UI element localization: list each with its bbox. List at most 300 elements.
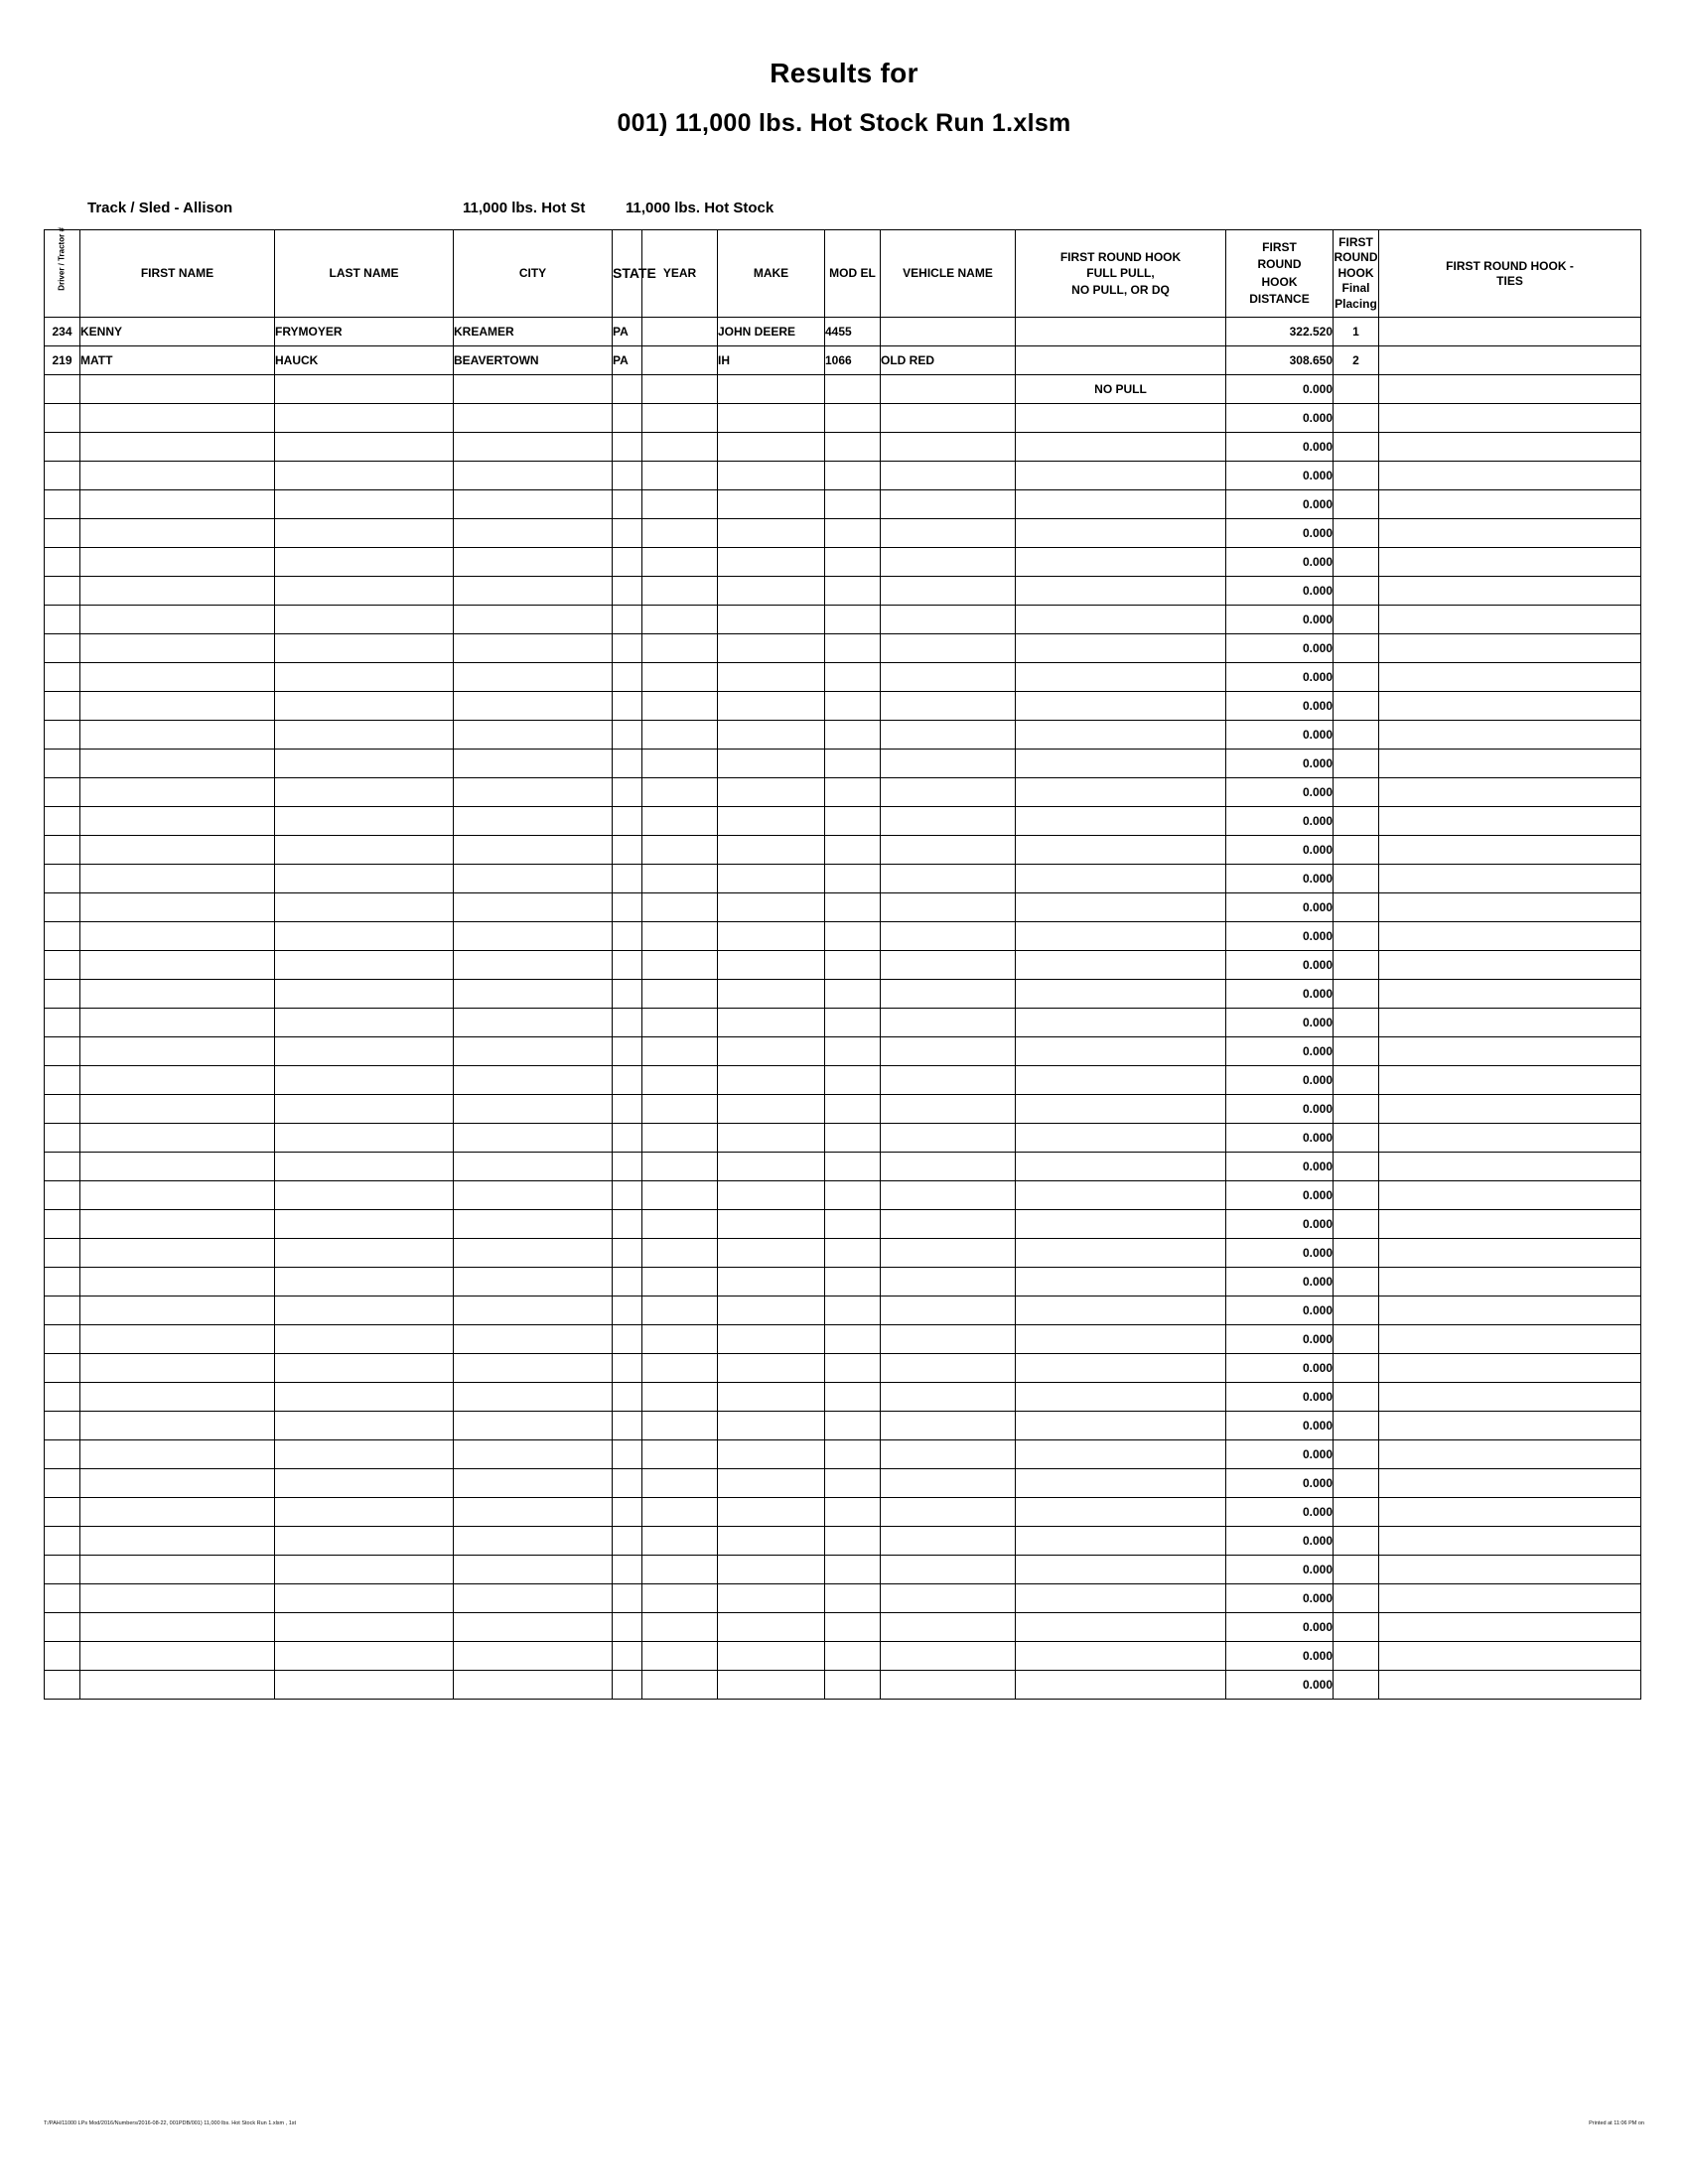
cell-last-name: [275, 721, 454, 750]
cell-year: [642, 1498, 718, 1527]
cell-driver-number: [45, 1440, 80, 1469]
cell-model: [825, 404, 881, 433]
cell-first-name: [80, 1325, 275, 1354]
cell-first-name: [80, 865, 275, 893]
cell-distance: 0.000: [1226, 1556, 1334, 1584]
cell-distance: 0.000: [1226, 980, 1334, 1009]
cell-placing: [1334, 1095, 1379, 1124]
cell-driver-number: [45, 1268, 80, 1297]
cell-city: [454, 519, 613, 548]
table-body: [45, 318, 1641, 1700]
cell-last-name: [275, 1584, 454, 1613]
cell-last-name: [275, 1153, 454, 1181]
cell-ties: [1379, 836, 1641, 865]
cell-first-name: [80, 1498, 275, 1527]
cell-hook-status: [1016, 462, 1226, 490]
cell-vehicle-name: [881, 1268, 1016, 1297]
cell-distance: 0.000: [1226, 692, 1334, 721]
cell-driver-number: [45, 836, 80, 865]
cell-hook-status: [1016, 490, 1226, 519]
cell-ties: [1379, 606, 1641, 634]
cell-hook-status: [1016, 1469, 1226, 1498]
cell-year: [642, 1066, 718, 1095]
cell-model: [825, 951, 881, 980]
cell-state: [613, 1037, 642, 1066]
cell-first-name: [80, 922, 275, 951]
cell-ties: [1379, 1066, 1641, 1095]
cell-vehicle-name: [881, 1009, 1016, 1037]
cell-model: [825, 1210, 881, 1239]
cell-state: [613, 1297, 642, 1325]
cell-make: [718, 1181, 825, 1210]
header-last-name: LAST NAME: [275, 230, 454, 318]
cell-make: [718, 1009, 825, 1037]
cell-driver-number: [45, 1469, 80, 1498]
cell-hook-status: [1016, 1440, 1226, 1469]
table-row: [45, 1527, 1641, 1556]
cell-make: [718, 865, 825, 893]
table-row: [45, 865, 1641, 893]
cell-state: [613, 721, 642, 750]
cell-first-name: [80, 721, 275, 750]
cell-model: [825, 1095, 881, 1124]
cell-last-name: [275, 692, 454, 721]
cell-last-name: [275, 375, 454, 404]
cell-last-name: [275, 1440, 454, 1469]
cell-vehicle-name: [881, 1642, 1016, 1671]
cell-distance: 0.000: [1226, 462, 1334, 490]
cell-state: [613, 692, 642, 721]
cell-hook-status: [1016, 1613, 1226, 1642]
cell-distance: 0.000: [1226, 721, 1334, 750]
cell-driver-number: [45, 750, 80, 778]
cell-driver-number: [45, 1412, 80, 1440]
cell-hook-status: [1016, 893, 1226, 922]
cell-ties: [1379, 318, 1641, 346]
table-row: [45, 375, 1641, 404]
cell-year: [642, 346, 718, 375]
cell-make: [718, 692, 825, 721]
cell-city: [454, 1440, 613, 1469]
cell-first-name: [80, 1066, 275, 1095]
cell-driver-number: [45, 634, 80, 663]
cell-city: [454, 951, 613, 980]
table-row: [45, 606, 1641, 634]
cell-hook-status: [1016, 634, 1226, 663]
header-placing-line5: Placing: [1335, 296, 1377, 311]
cell-state: PA: [613, 318, 642, 346]
cell-placing: [1334, 1268, 1379, 1297]
cell-first-name: [80, 1009, 275, 1037]
cell-last-name: [275, 1412, 454, 1440]
cell-first-name: [80, 462, 275, 490]
cell-last-name: [275, 404, 454, 433]
cell-year: [642, 1153, 718, 1181]
table-row: [45, 1297, 1641, 1325]
cell-placing: [1334, 577, 1379, 606]
cell-placing: [1334, 404, 1379, 433]
cell-distance: 0.000: [1226, 1383, 1334, 1412]
cell-model: [825, 1354, 881, 1383]
cell-make: [718, 836, 825, 865]
cell-year: [642, 1613, 718, 1642]
table-row: [45, 1181, 1641, 1210]
cell-year: [642, 1037, 718, 1066]
cell-first-name: [80, 980, 275, 1009]
header-distance-line3: HOOK: [1261, 274, 1298, 289]
cell-model: 1066: [825, 346, 881, 375]
cell-year: [642, 1527, 718, 1556]
cell-state: [613, 663, 642, 692]
cell-year: [642, 893, 718, 922]
cell-placing: [1334, 519, 1379, 548]
cell-ties: [1379, 750, 1641, 778]
cell-vehicle-name: [881, 865, 1016, 893]
cell-model: [825, 1498, 881, 1527]
cell-make: [718, 1498, 825, 1527]
cell-city: [454, 577, 613, 606]
page-footer: [44, 2120, 1644, 2132]
cell-make: [718, 1383, 825, 1412]
cell-year: [642, 1412, 718, 1440]
cell-year: [642, 1210, 718, 1239]
cell-city: [454, 1412, 613, 1440]
table-row: [45, 1498, 1641, 1527]
cell-state: [613, 1440, 642, 1469]
header-driver-number: [45, 227, 80, 318]
cell-vehicle-name: [881, 1527, 1016, 1556]
cell-year: [642, 1383, 718, 1412]
cell-year: [642, 663, 718, 692]
cell-city: [454, 548, 613, 577]
cell-vehicle-name: [881, 606, 1016, 634]
cell-first-name: [80, 404, 275, 433]
cell-first-name: [80, 1095, 275, 1124]
cell-driver-number: 234: [45, 318, 80, 346]
table-row: [45, 1556, 1641, 1584]
header-hook-status-line2: FULL PULL,: [1086, 266, 1155, 281]
cell-city: [454, 490, 613, 519]
cell-state: [613, 1181, 642, 1210]
cell-city: [454, 721, 613, 750]
cell-distance: 0.000: [1226, 1009, 1334, 1037]
cell-city: [454, 1009, 613, 1037]
table-row: [45, 548, 1641, 577]
cell-placing: [1334, 1498, 1379, 1527]
header-distance: [1226, 230, 1334, 318]
cell-state: [613, 1239, 642, 1268]
cell-distance: 0.000: [1226, 606, 1334, 634]
cell-last-name: [275, 462, 454, 490]
cell-model: [825, 634, 881, 663]
cell-last-name: [275, 922, 454, 951]
cell-vehicle-name: [881, 951, 1016, 980]
cell-make: [718, 778, 825, 807]
cell-make: [718, 1354, 825, 1383]
cell-year: [642, 1095, 718, 1124]
cell-city: [454, 1239, 613, 1268]
cell-last-name: [275, 577, 454, 606]
cell-last-name: [275, 663, 454, 692]
cell-vehicle-name: [881, 634, 1016, 663]
cell-hook-status: [1016, 1066, 1226, 1095]
cell-ties: [1379, 548, 1641, 577]
header-placing-line1: FIRST: [1338, 234, 1373, 249]
cell-driver-number: [45, 980, 80, 1009]
cell-distance: 0.000: [1226, 1527, 1334, 1556]
cell-ties: [1379, 865, 1641, 893]
cell-hook-status: [1016, 404, 1226, 433]
cell-last-name: [275, 1239, 454, 1268]
cell-vehicle-name: [881, 922, 1016, 951]
cell-first-name: [80, 1210, 275, 1239]
cell-distance: 0.000: [1226, 1124, 1334, 1153]
cell-make: [718, 433, 825, 462]
cell-first-name: [80, 1671, 275, 1700]
cell-driver-number: [45, 807, 80, 836]
cell-first-name: [80, 1383, 275, 1412]
table-row: [45, 1009, 1641, 1037]
table-row: [45, 1124, 1641, 1153]
cell-last-name: [275, 433, 454, 462]
cell-last-name: [275, 519, 454, 548]
cell-city: [454, 1671, 613, 1700]
cell-distance: 0.000: [1226, 1297, 1334, 1325]
cell-vehicle-name: [881, 692, 1016, 721]
cell-last-name: HAUCK: [275, 346, 454, 375]
cell-last-name: FRYMOYER: [275, 318, 454, 346]
cell-vehicle-name: [881, 980, 1016, 1009]
cell-placing: 2: [1334, 346, 1379, 375]
cell-hook-status: [1016, 980, 1226, 1009]
cell-first-name: [80, 577, 275, 606]
cell-hook-status: [1016, 951, 1226, 980]
cell-state: [613, 375, 642, 404]
table-row: [45, 1642, 1641, 1671]
cell-last-name: [275, 1527, 454, 1556]
cell-hook-status: [1016, 346, 1226, 375]
cell-city: BEAVERTOWN: [454, 346, 613, 375]
cell-hook-status: [1016, 1297, 1226, 1325]
cell-model: [825, 1009, 881, 1037]
cell-hook-status: [1016, 1412, 1226, 1440]
cell-make: [718, 1556, 825, 1584]
cell-year: [642, 1124, 718, 1153]
cell-city: [454, 922, 613, 951]
cell-placing: [1334, 1325, 1379, 1354]
table-row: [45, 1210, 1641, 1239]
cell-model: [825, 663, 881, 692]
table-row: [45, 1469, 1641, 1498]
cell-ties: [1379, 1297, 1641, 1325]
cell-driver-number: [45, 1671, 80, 1700]
cell-city: [454, 807, 613, 836]
table-row: [45, 980, 1641, 1009]
cell-hook-status: [1016, 663, 1226, 692]
cell-driver-number: [45, 1037, 80, 1066]
cell-ties: [1379, 490, 1641, 519]
cell-ties: [1379, 1527, 1641, 1556]
cell-first-name: [80, 1412, 275, 1440]
cell-distance: 0.000: [1226, 865, 1334, 893]
table-row: [45, 1440, 1641, 1469]
cell-make: [718, 1297, 825, 1325]
cell-placing: [1334, 1210, 1379, 1239]
cell-year: [642, 865, 718, 893]
cell-placing: [1334, 1066, 1379, 1095]
cell-hook-status: [1016, 1124, 1226, 1153]
cell-year: [642, 1584, 718, 1613]
cell-ties: [1379, 1037, 1641, 1066]
cell-vehicle-name: [881, 404, 1016, 433]
cell-model: [825, 1584, 881, 1613]
cell-ties: [1379, 1412, 1641, 1440]
cell-city: [454, 404, 613, 433]
cell-state: [613, 922, 642, 951]
cell-distance: 0.000: [1226, 1642, 1334, 1671]
cell-make: [718, 951, 825, 980]
cell-last-name: [275, 1037, 454, 1066]
cell-state: [613, 1412, 642, 1440]
cell-vehicle-name: [881, 1440, 1016, 1469]
cell-ties: [1379, 1440, 1641, 1469]
cell-model: [825, 750, 881, 778]
cell-city: [454, 1095, 613, 1124]
title-line-1: Results for: [770, 58, 918, 88]
cell-state: [613, 1354, 642, 1383]
cell-model: [825, 433, 881, 462]
cell-make: [718, 1440, 825, 1469]
cell-model: 4455: [825, 318, 881, 346]
header-ties-line1: FIRST ROUND HOOK -: [1446, 259, 1574, 274]
cell-city: [454, 1124, 613, 1153]
cell-ties: [1379, 807, 1641, 836]
cell-hook-status: [1016, 433, 1226, 462]
cell-model: [825, 893, 881, 922]
cell-driver-number: [45, 692, 80, 721]
cell-vehicle-name: [881, 836, 1016, 865]
cell-driver-number: [45, 1009, 80, 1037]
cell-year: [642, 951, 718, 980]
cell-first-name: [80, 490, 275, 519]
cell-model: [825, 1527, 881, 1556]
cell-state: [613, 778, 642, 807]
cell-make: [718, 490, 825, 519]
cell-state: [613, 1498, 642, 1527]
cell-ties: [1379, 1469, 1641, 1498]
cell-placing: [1334, 462, 1379, 490]
cell-driver-number: [45, 1239, 80, 1268]
header-driver-number-label: Driver / Tractor #: [57, 227, 67, 291]
cell-hook-status: [1016, 1095, 1226, 1124]
header-placing-line3: HOOK: [1337, 265, 1374, 280]
cell-model: [825, 692, 881, 721]
cell-vehicle-name: [881, 1181, 1016, 1210]
cell-last-name: [275, 1642, 454, 1671]
cell-placing: [1334, 1239, 1379, 1268]
header-distance-line1: FIRST: [1262, 239, 1297, 254]
table-row: [45, 1153, 1641, 1181]
cell-driver-number: [45, 1354, 80, 1383]
cell-placing: [1334, 375, 1379, 404]
cell-vehicle-name: [881, 519, 1016, 548]
cell-hook-status: [1016, 1642, 1226, 1671]
cell-city: [454, 1556, 613, 1584]
cell-placing: [1334, 1009, 1379, 1037]
cell-vehicle-name: [881, 1556, 1016, 1584]
cell-last-name: [275, 1469, 454, 1498]
table-row: [45, 778, 1641, 807]
header-ties: [1379, 230, 1641, 318]
cell-placing: [1334, 951, 1379, 980]
cell-hook-status: [1016, 577, 1226, 606]
cell-vehicle-name: [881, 1239, 1016, 1268]
cell-first-name: [80, 1527, 275, 1556]
cell-driver-number: [45, 1297, 80, 1325]
cell-placing: [1334, 1671, 1379, 1700]
cell-model: [825, 1297, 881, 1325]
results-table: [44, 229, 1641, 1700]
cell-state: [613, 750, 642, 778]
cell-placing: [1334, 721, 1379, 750]
cell-distance: 0.000: [1226, 1469, 1334, 1498]
table-row: [45, 922, 1641, 951]
cell-vehicle-name: [881, 1325, 1016, 1354]
cell-hook-status: [1016, 865, 1226, 893]
cell-placing: [1334, 1354, 1379, 1383]
table-row: [45, 1325, 1641, 1354]
cell-make: JOHN DEERE: [718, 318, 825, 346]
cell-vehicle-name: [881, 548, 1016, 577]
cell-placing: [1334, 1383, 1379, 1412]
cell-last-name: [275, 1556, 454, 1584]
cell-first-name: [80, 778, 275, 807]
cell-hook-status: [1016, 1181, 1226, 1210]
cell-last-name: [275, 893, 454, 922]
cell-placing: [1334, 1412, 1379, 1440]
header-model: [825, 230, 881, 318]
cell-city: [454, 433, 613, 462]
cell-first-name: [80, 1181, 275, 1210]
cell-driver-number: [45, 721, 80, 750]
cell-city: [454, 836, 613, 865]
page-title: [0, 58, 1688, 138]
cell-placing: [1334, 692, 1379, 721]
cell-last-name: [275, 634, 454, 663]
table-row: [45, 404, 1641, 433]
cell-placing: [1334, 836, 1379, 865]
cell-first-name: MATT: [80, 346, 275, 375]
cell-state: [613, 836, 642, 865]
cell-vehicle-name: [881, 1354, 1016, 1383]
cell-model: [825, 606, 881, 634]
cell-hook-status: [1016, 1268, 1226, 1297]
cell-ties: [1379, 951, 1641, 980]
cell-driver-number: [45, 1613, 80, 1642]
cell-distance: 0.000: [1226, 836, 1334, 865]
cell-vehicle-name: OLD RED: [881, 346, 1016, 375]
footer-print-time: Printed at 11:06 PM on: [1589, 2120, 1644, 2126]
cell-ties: [1379, 893, 1641, 922]
cell-city: [454, 1383, 613, 1412]
cell-make: [718, 922, 825, 951]
cell-distance: 0.000: [1226, 1613, 1334, 1642]
cell-ties: [1379, 1124, 1641, 1153]
table-row: [45, 346, 1641, 375]
header-hook-status: [1016, 230, 1226, 318]
cell-model: [825, 1556, 881, 1584]
cell-model: [825, 1383, 881, 1412]
